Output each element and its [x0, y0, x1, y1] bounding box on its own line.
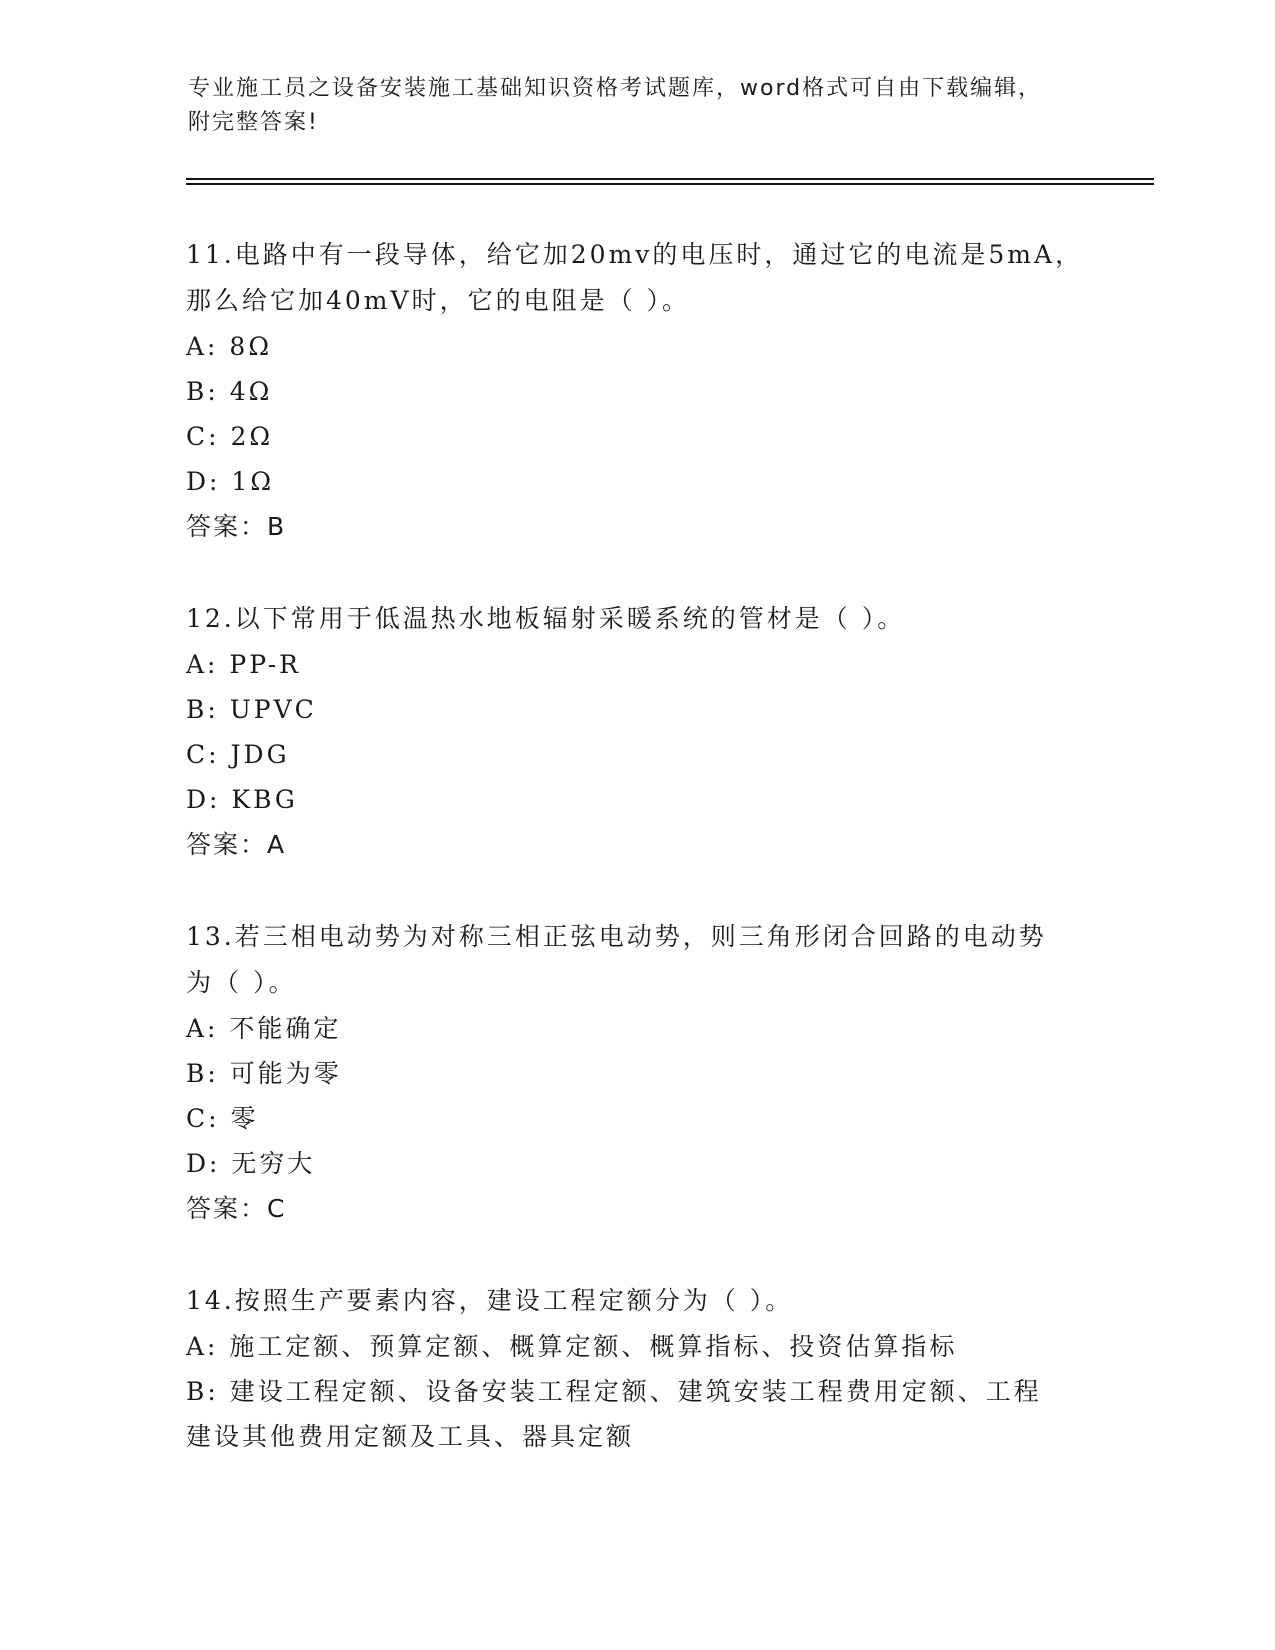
option-b: B: 4Ω — [186, 377, 273, 406]
answer: 答案：B — [186, 512, 287, 541]
question-stem-line: 那么给它加40mV时，它的电阻是（ ）。 — [186, 286, 691, 315]
question-14 — [186, 1278, 1086, 1459]
option-a: A: 施工定额、预算定额、概算定额、概算指标、投资估算指标 — [186, 1332, 958, 1361]
option-b: B: 建设工程定额、设备安装工程定额、建筑安装工程费用定额、工程 — [186, 1377, 1042, 1406]
option-b-continued: 建设其他费用定额及工具、器具定额 — [186, 1422, 635, 1451]
option-a: A: 8Ω — [186, 332, 273, 361]
option-b: B: 可能为零 — [186, 1059, 342, 1088]
question-list — [186, 232, 1086, 1505]
header-line-1: 专业施工员之设备安装施工基础知识资格考试题库，word格式可自由下载编辑， — [188, 76, 1043, 101]
option-c: C: 零 — [186, 1104, 259, 1133]
answer: 答案：A — [186, 830, 287, 859]
header-divider-top — [186, 178, 1154, 180]
question-stem-line: 为（ ）。 — [186, 968, 297, 997]
question-stem-line: 11.电路中有一段导体，给它加20mv的电压时，通过它的电流是5mA， — [186, 240, 1084, 269]
question-stem-line: 13.若三相电动势为对称三相正弦电动势，则三角形闭合回路的电动势 — [186, 922, 1047, 951]
option-b: B: UPVC — [186, 695, 317, 724]
option-d: D: 1Ω — [186, 467, 275, 496]
document-header — [188, 72, 1068, 140]
question-12 — [186, 596, 1086, 868]
option-a: A: 不能确定 — [186, 1014, 342, 1043]
option-c: C: JDG — [186, 740, 290, 769]
question-stem-line: 14.按照生产要素内容，建设工程定额分为（ ）。 — [186, 1286, 794, 1315]
header-line-2: 附完整答案! — [188, 110, 319, 135]
answer: 答案：C — [186, 1194, 287, 1223]
option-d: D: KBG — [186, 785, 298, 814]
option-d: D: 无穷大 — [186, 1149, 316, 1178]
question-11 — [186, 232, 1086, 550]
option-a: A: PP-R — [186, 650, 301, 679]
question-13 — [186, 914, 1086, 1232]
header-divider-bottom — [186, 183, 1154, 185]
question-stem-line: 12.以下常用于低温热水地板辐射采暖系统的管材是（ ）。 — [186, 604, 906, 633]
option-c: C: 2Ω — [186, 422, 274, 451]
